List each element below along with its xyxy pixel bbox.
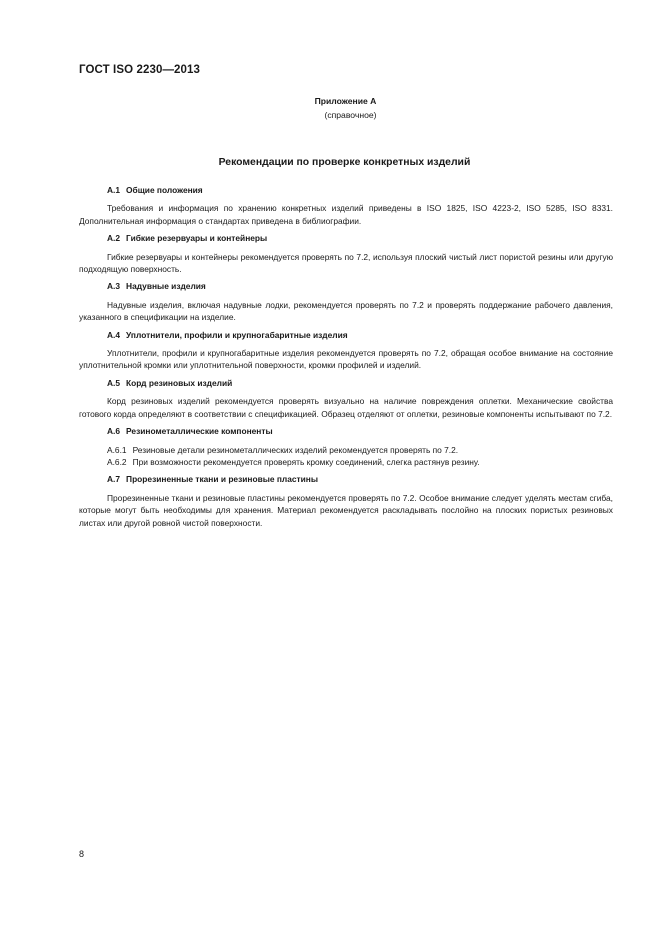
subsection-text: Резиновые детали резинометаллических изделий рекомендуется проверять по 7.2. [132, 444, 459, 455]
annex-title: Приложение А [314, 96, 377, 106]
document-title: Рекомендации по проверке конкретных изделий [218, 157, 471, 168]
section-a1 [79, 184, 613, 227]
section-number: А.7 [107, 474, 121, 485]
section-paragraph: Прорезиненные ткани и резиновые пластины рекомендуется проверять по 7.2. Особое внимание следует уделять местам сгиба, которые могут быть необходимы для хранения. Материал рекомендуется раскладывать послойно на плоских пористых резиновых листах или другой ровной чистой поверхности. [79, 492, 613, 528]
section-title: Резинометаллические компоненты [126, 426, 273, 437]
subsection-item [79, 444, 613, 456]
section-paragraph: Гибкие резервуары и контейнеры рекомендуется проверять по 7.2, используя плоский чистый лист пористой резины или другую подходящую поверхность. [79, 251, 613, 275]
section-paragraph: Надувные изделия, включая надувные лодки, рекомендуется проверять по 7.2 и проверять поддержание рабочего давления, указанного в спецификации на изделие. [79, 299, 613, 323]
section-number: А.6 [107, 426, 121, 437]
section-title: Надувные изделия [126, 281, 206, 292]
section-title: Уплотнители, профили и крупногабаритные изделия [126, 329, 348, 340]
section-title: Общие положения [126, 185, 203, 195]
section-heading [79, 184, 613, 196]
annex-type: (справочное) [324, 110, 377, 120]
section-title: Прорезиненные ткани и резиновые пластины [126, 474, 319, 485]
section-heading [79, 425, 613, 437]
section-number: А.2 [107, 233, 121, 244]
section-a7 [79, 473, 613, 529]
section-a2 [79, 232, 613, 275]
section-heading [79, 329, 613, 341]
section-heading [79, 377, 613, 389]
section-number: А.4 [107, 329, 121, 340]
section-a3 [79, 280, 613, 323]
subsection-item [79, 456, 613, 468]
standard-header: ГОСТ ISO 2230—2013 [79, 64, 201, 76]
annex-block [0, 94, 661, 122]
subsection-text: При возможности рекомендуется проверять кромку соединений, слегка растянув резину. [132, 456, 480, 467]
section-a6 [79, 425, 613, 468]
subsection-number: А.6.1 [107, 444, 127, 455]
page-number: 8 [79, 849, 85, 859]
section-a4 [79, 329, 613, 372]
section-heading [79, 232, 613, 244]
section-title: Корд резиновых изделий [126, 377, 233, 388]
section-a5 [79, 377, 613, 420]
section-number: А.5 [107, 377, 121, 388]
section-paragraph: Корд резиновых изделий рекомендуется проверять визуально на наличие повреждения оплетки. Механические свойства готового корда определяют в соответствии с спецификацией. Образец отделяют от оплетки, резиновые компоненты испытывают по 7.2. [79, 396, 613, 419]
section-paragraph: Уплотнители, профили и крупногабаритные изделия рекомендуется проверять по 7.2, обращая особое внимание на состояние уплотнительной кромки или уплотнительной поверхности, кромки профилей и изделий. [79, 348, 613, 371]
section-heading [79, 473, 613, 485]
section-heading [79, 280, 613, 292]
section-paragraph: Требования и информация по хранению конкретных изделий приведены в ISO 1825, ISO 4223-2, ISO 5285, ISO 8331. Дополнительная информация о стандартах приведена в библиографии. [79, 203, 613, 226]
section-number: А.3 [107, 281, 121, 292]
document-body [79, 184, 613, 534]
section-number: А.1 [107, 185, 121, 195]
section-title: Гибкие резервуары и контейнеры [126, 233, 268, 244]
subsection-number: А.6.2 [107, 456, 127, 467]
